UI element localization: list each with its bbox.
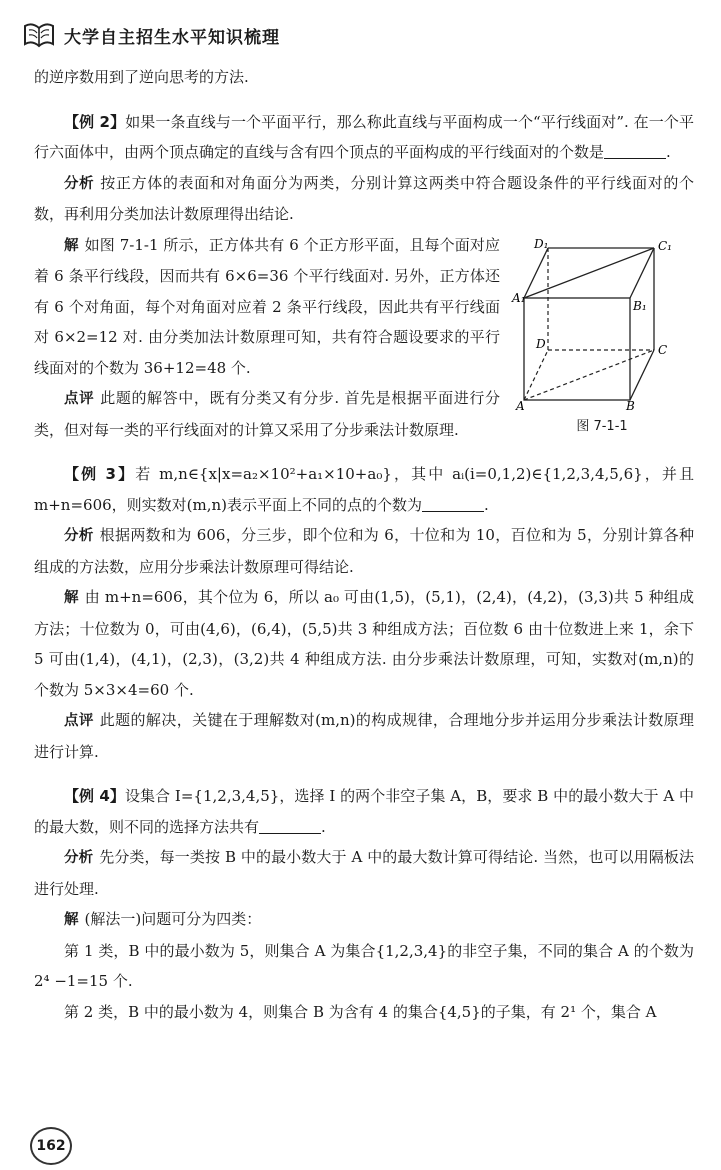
example-2-comment: 点评 此题的解答中，既有分类又有分步. 首先是根据平面进行分类，但对每一类的平行线面对的计算又采用了分步乘法计数原理.: [34, 389, 500, 439]
example-4-question: 【例 4】设集合 I={1,2,3,4,5}，选择 I 的两个非空子集 A，B，要求 B 中的最小数大于 A 中的最大数，则不同的选择方法共有 .: [34, 787, 694, 836]
header-title: 大学自主招生水平知识梳理: [64, 27, 280, 48]
example-4-solution: 解 (解法一)问题可分为四类：: [64, 910, 262, 928]
figure-caption: 图 7-1-1: [576, 418, 628, 434]
example-4-case-1: 第 1 类，B 中的最小数为 5，则集合 A 为集合{1,2,3,4}的非空子集，不同的集合 A 的个数为 2⁴ −1=15 个.: [34, 941, 694, 990]
answer-blank: [259, 815, 321, 834]
example-2-question: 【例 2】如果一条直线与一个平面平行，那么称此直线与平面构成一个“平行线面对”. 在一个平行六面体中，由两个顶点确定的直线与含有四个顶点的平面构成的平行线面对的个数是 .: [34, 112, 694, 161]
vertex-label-d1: D₁: [534, 236, 549, 251]
book-logo-icon: [22, 20, 56, 50]
page-body: [34, 62, 694, 1027]
example-4-label: 【例 4】: [64, 787, 125, 805]
answer-blank: [422, 493, 484, 512]
example-2-label: 【例 2】: [64, 112, 126, 131]
example-3-comment: 点评 此题的解决，关键在于理解数对(m,n)的构成规律，合理地分步并运用分步乘法计数原理进行计算.: [34, 711, 694, 761]
continuation-text: 的逆序数用到了逆向思考的方法.: [34, 68, 249, 86]
vertex-label-b1: B₁: [633, 298, 647, 313]
vertex-label-d: D: [536, 336, 546, 351]
page-number: 162: [30, 1127, 72, 1165]
example-3-solution: 解 由 m+n=606，其个位为 6，所以 a₀ 可由(1,5)，(5,1)，(2,4)，(4,2)，(3,3)共 5 种组成方法；十位数为 0，可由(4,6)，(6,4)，(5,5)共 3 种组成方法；百位数 6 由十位数进上来 1，余下 5 可由(1,4)，(4,1)，(2,3)，(3,2)共 4 种组成方法. 由分步乘法计数原理，可知，实数对(m,n)的个数为 5×3×4=60 个.: [34, 588, 694, 699]
vertex-label-c1: C₁: [658, 238, 672, 253]
example-3-label: 【例 3】: [64, 465, 136, 483]
example-2-solution-block: [34, 230, 694, 446]
example-2-solution: 解 如图 7-1-1 所示，正方体共有 6 个正方形平面，且每个面对应着 6 条平行线段，因而共有 6×6=36 个平行线面对. 另外，正方体还有 6 个对角面，每个对角面对应着 2 条平行线段，因此共有平行线面对 6×2=12 对. 由分类加法计数原理可知，共有符合题设要求的平行线面对的个数为 36+12=48 个.: [34, 235, 501, 377]
example-2-analysis: 分析 按正方体的表面和对角面分为两类，分别计算这两类中符合题设条件的平行线面对的个数，再利用分类加法计数原理得出结论.: [34, 173, 694, 223]
cube-diagram: [512, 236, 690, 413]
vertex-label-a1: A₁: [512, 290, 526, 305]
example-4-analysis: 分析 先分类，每一类按 B 中的最小数大于 A 中的最大数计算可得结论. 当然，也可以用隔板法进行处理.: [34, 848, 695, 898]
vertex-label-a: A: [516, 398, 525, 413]
vertex-label-c: C: [658, 342, 668, 357]
page-header: [22, 18, 280, 52]
example-3-question: 【例 3】若 m,n∈{x|x=a₂×10²+a₁×10+a₀}，其中 aᵢ(i=0,1,2)∈{1,2,3,4,5,6}，并且 m+n=606，则实数对(m,n)表示平面上不同的点的个数为 .: [34, 465, 694, 514]
example-4-case-2: 第 2 类，B 中的最小数为 4，则集合 B 为含有 4 的集合{4,5}的子集，有 2¹ 个，集合 A: [64, 1002, 657, 1021]
cube-figure: [514, 238, 690, 438]
vertex-label-b: B: [626, 398, 635, 413]
answer-blank: [604, 140, 666, 159]
example-3-analysis: 分析 根据两数和为 606，分三步，即个位和为 6，十位和为 10，百位和为 5，分别计算各种组成的方法数，应用分步乘法计数原理可得结论.: [34, 526, 694, 576]
